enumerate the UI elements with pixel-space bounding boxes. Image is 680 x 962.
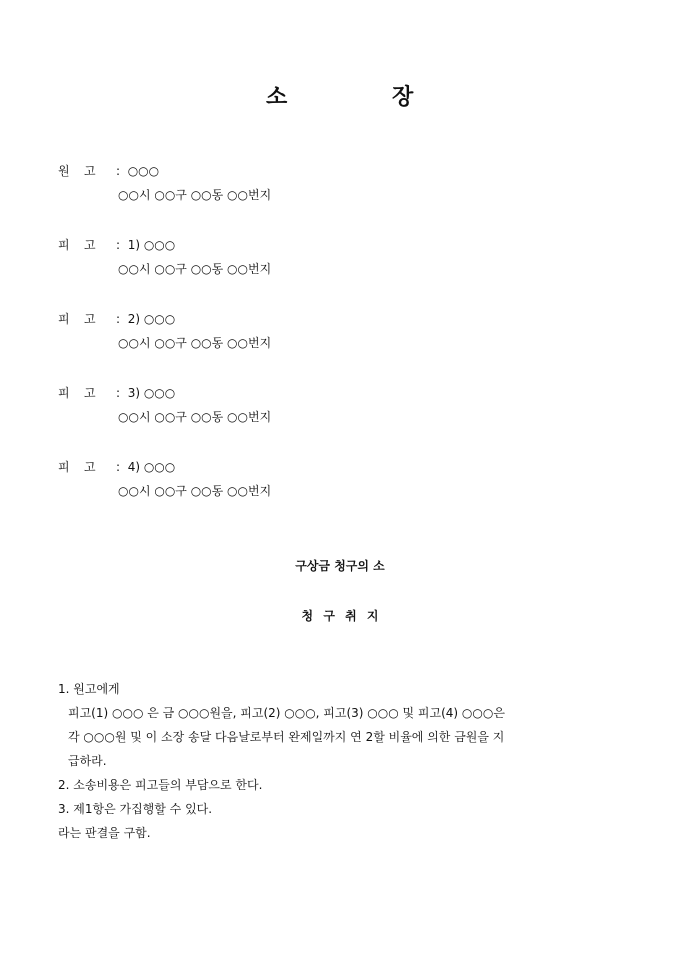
party-name: 1) ○○○	[127, 238, 176, 252]
party-plaintiff	[58, 159, 271, 207]
party-role-b: 고	[84, 238, 96, 252]
party-address: ○○시 ○○구 ○○동 ○○번지	[118, 336, 272, 350]
party-separator: :	[116, 312, 121, 326]
claim-item-2: 2. 소송비용은 피고들의 부담으로 한다.	[58, 778, 263, 792]
party-role-a: 피	[58, 312, 70, 326]
party-name: 4) ○○○	[127, 460, 176, 474]
claim-item-1-body-line-3: 급하라.	[68, 754, 107, 768]
party-role-a: 원	[58, 164, 70, 178]
party-role-a: 피	[58, 386, 70, 400]
party-separator: :	[116, 460, 121, 474]
claim-heading: 청 구 취 지	[301, 609, 379, 623]
claim-item-3: 3. 제1항은 가집행할 수 있다.	[58, 802, 213, 816]
claim-closing: 라는 판결을 구함.	[58, 826, 151, 840]
party-defendant-3	[58, 381, 271, 429]
party-role-b: 고	[84, 386, 96, 400]
party-address: ○○시 ○○구 ○○동 ○○번지	[118, 410, 272, 424]
party-role-b: 고	[84, 312, 96, 326]
claim-item-1-body-line-1: 피고(1) ○○○ 은 금 ○○○원을, 피고(2) ○○○, 피고(3) ○○○ 및 피고(4) ○○○은	[68, 706, 505, 720]
title-char-2: 장	[392, 84, 414, 110]
party-defendant-4	[58, 455, 271, 503]
party-separator: :	[116, 164, 121, 178]
party-role-a: 피	[58, 238, 70, 252]
party-address: ○○시 ○○구 ○○동 ○○번지	[118, 484, 272, 498]
party-defendant-1	[58, 233, 271, 281]
party-separator: :	[116, 386, 121, 400]
title-char-1: 소	[266, 84, 288, 110]
party-role-a: 피	[58, 460, 70, 474]
party-name: 3) ○○○	[127, 386, 176, 400]
claim-section	[58, 677, 628, 845]
party-address: ○○시 ○○구 ○○동 ○○번지	[118, 262, 272, 276]
claim-item-1-body-line-2: 각 ○○○원 및 이 소장 송달 다음날로부터 완제일까지 연 2할 비율에 의한 금원을 지	[68, 730, 505, 744]
party-separator: :	[116, 238, 121, 252]
party-name: 2) ○○○	[127, 312, 176, 326]
party-address: ○○시 ○○구 ○○동 ○○번지	[118, 188, 272, 202]
claim-item-1-label: 1. 원고에게	[58, 682, 120, 696]
case-name: 구상금 청구의 소	[295, 559, 385, 573]
party-role-b: 고	[84, 164, 96, 178]
party-role-b: 고	[84, 460, 96, 474]
party-name: ○○○	[127, 164, 160, 178]
party-defendant-2	[58, 307, 271, 355]
